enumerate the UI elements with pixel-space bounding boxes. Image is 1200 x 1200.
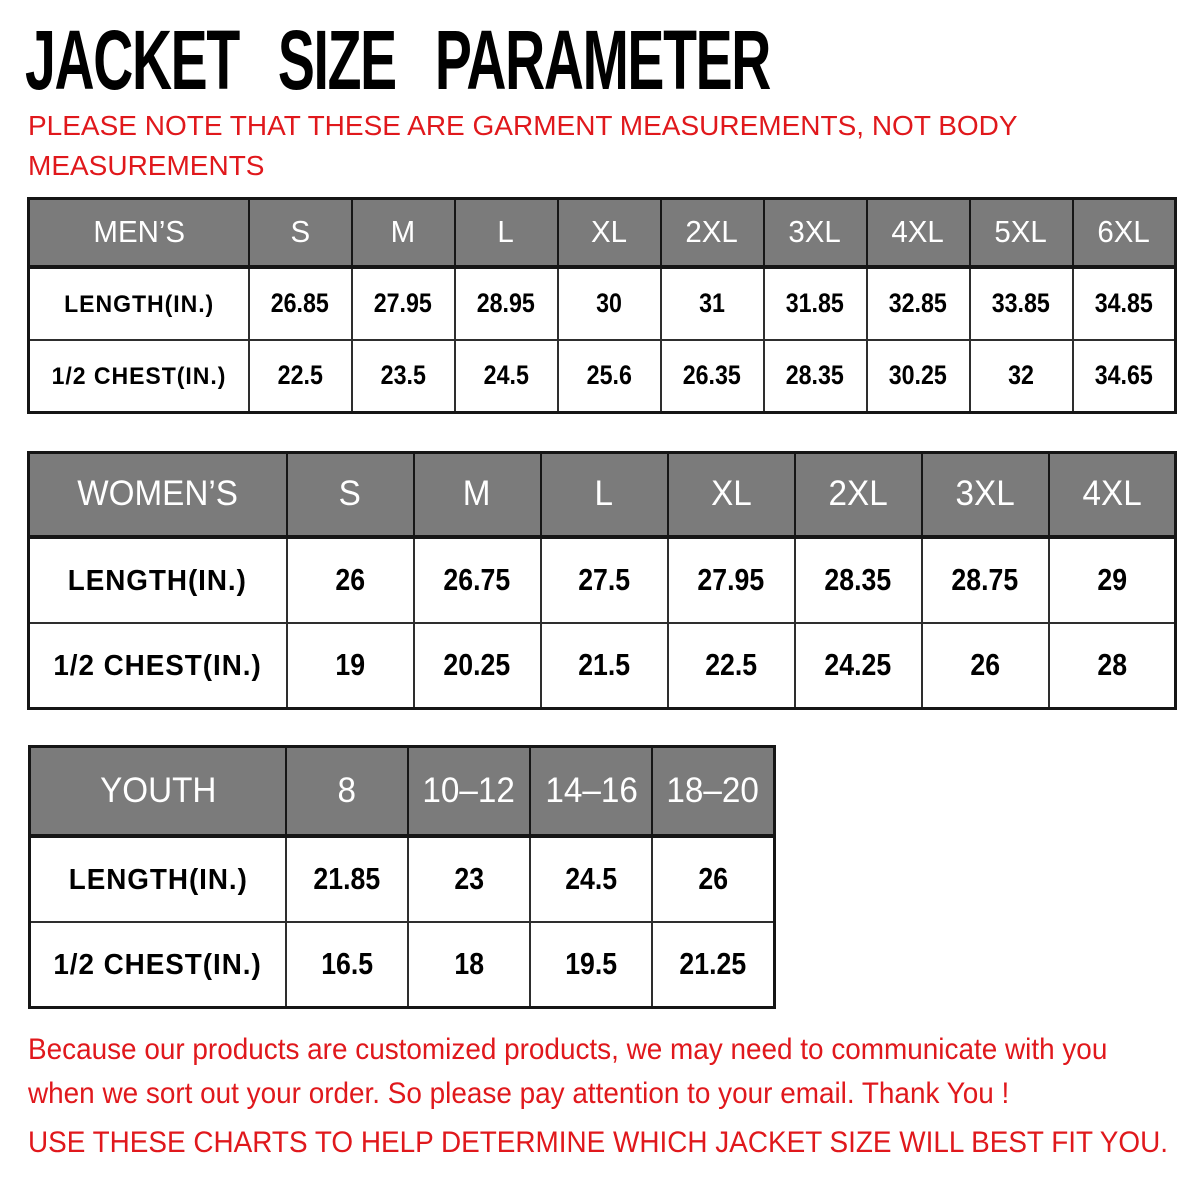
row-label-cell: 1/2 CHEST(IN.) [29, 623, 287, 709]
size-value-cell: 26 [922, 623, 1049, 709]
category-label: MEN’S [92, 214, 185, 250]
size-value-cell: 28 [1049, 623, 1176, 709]
size-value-cell: 32.85 [867, 267, 970, 340]
size-value-cell: 23.5 [352, 340, 455, 413]
size-value-cell: 28.35 [764, 340, 867, 413]
size-value-cell: 33.85 [970, 267, 1073, 340]
row-label-cell: 1/2 CHEST(IN.) [29, 340, 249, 413]
size-value-cell: 26 [652, 836, 774, 922]
customization-notice-line-2: when we sort out your order. So please pay attention to your email. Thank You ! [28, 1077, 1010, 1110]
size-header-cell: 6XL [1073, 199, 1176, 267]
table-header-row [29, 199, 1176, 267]
size-value-cell: 27.95 [668, 537, 795, 623]
size-header-cell: M [414, 453, 541, 537]
size-header-cell: S [287, 453, 414, 537]
size-value-cell: 26.75 [414, 537, 541, 623]
customization-notice [28, 1028, 1189, 1116]
size-value-cell: 30 [558, 267, 661, 340]
row-label-cell: LENGTH(IN.) [29, 537, 287, 623]
chart-usage-note: USE THESE CHARTS TO HELP DETERMINE WHICH JACKET SIZE WILL BEST FIT YOU. [28, 1126, 1169, 1159]
size-value-cell: 28.95 [455, 267, 558, 340]
size-header-cell: 3XL [764, 199, 867, 267]
size-value-cell: 31 [661, 267, 764, 340]
size-value-cell: 24.5 [455, 340, 558, 413]
table-row [30, 836, 775, 922]
size-value-cell: 34.65 [1073, 340, 1176, 413]
table-row [30, 922, 775, 1008]
size-value-cell: 25.6 [558, 340, 661, 413]
table-header-row [29, 453, 1176, 537]
category-header-cell [30, 747, 286, 836]
garment-measurement-note [28, 106, 1018, 186]
table-row [29, 267, 1176, 340]
size-header-cell: M [352, 199, 455, 267]
size-header-cell: 4XL [1049, 453, 1176, 537]
size-value-cell: 31.85 [764, 267, 867, 340]
size-value-cell: 24.25 [795, 623, 922, 709]
table-row [29, 623, 1176, 709]
size-value-cell: 34.85 [1073, 267, 1176, 340]
size-value-cell: 26.85 [249, 267, 352, 340]
row-label-cell: LENGTH(IN.) [30, 836, 286, 922]
size-value-cell: 21.5 [541, 623, 668, 709]
size-value-cell: 26.35 [661, 340, 764, 413]
size-header-cell: L [455, 199, 558, 267]
category-header-cell [29, 199, 249, 267]
size-value-cell: 26 [287, 537, 414, 623]
size-value-cell: 24.5 [530, 836, 652, 922]
row-label-cell: LENGTH(IN.) [29, 267, 249, 340]
row-label-cell: 1/2 CHEST(IN.) [30, 922, 286, 1008]
size-header-cell: 18–20 [652, 747, 774, 836]
size-value-cell: 28.35 [795, 537, 922, 623]
customization-notice-line-1: Because our products are customized products, we may need to communicate with you [28, 1033, 1108, 1066]
size-value-cell: 21.85 [286, 836, 408, 922]
youth-size-table [28, 745, 776, 1009]
size-header-cell: 14–16 [530, 747, 652, 836]
size-header-cell: 10–12 [408, 747, 530, 836]
size-value-cell: 28.75 [922, 537, 1049, 623]
table-row [29, 340, 1176, 413]
size-value-cell: 30.25 [867, 340, 970, 413]
size-value-cell: 32 [970, 340, 1073, 413]
category-label: YOUTH [99, 770, 217, 810]
womens-size-table [27, 451, 1177, 710]
size-header-cell: XL [558, 199, 661, 267]
category-label: WOMEN’S [77, 474, 239, 514]
size-value-cell: 29 [1049, 537, 1176, 623]
size-value-cell: 18 [408, 922, 530, 1008]
size-header-cell: 8 [286, 747, 408, 836]
note-line-1: PLEASE NOTE THAT THESE ARE GARMENT MEASUREMENTS, NOT BODY [28, 110, 1018, 141]
page-title: JACKET SIZE PARAMETER [25, 13, 771, 107]
note-line-2: MEASUREMENTS [28, 150, 265, 181]
size-header-cell: 2XL [661, 199, 764, 267]
table-header-row [30, 747, 775, 836]
size-value-cell: 22.5 [668, 623, 795, 709]
size-value-cell: 27.95 [352, 267, 455, 340]
size-header-cell: L [541, 453, 668, 537]
size-value-cell: 16.5 [286, 922, 408, 1008]
size-header-cell: 4XL [867, 199, 970, 267]
size-header-cell: XL [668, 453, 795, 537]
size-value-cell: 19 [287, 623, 414, 709]
size-value-cell: 20.25 [414, 623, 541, 709]
size-header-cell: S [249, 199, 352, 267]
mens-size-table [27, 197, 1177, 414]
size-value-cell: 23 [408, 836, 530, 922]
size-header-cell: 5XL [970, 199, 1073, 267]
size-value-cell: 21.25 [652, 922, 774, 1008]
category-header-cell [29, 453, 287, 537]
size-header-cell: 3XL [922, 453, 1049, 537]
size-header-cell: 2XL [795, 453, 922, 537]
size-value-cell: 22.5 [249, 340, 352, 413]
size-value-cell: 19.5 [530, 922, 652, 1008]
table-row [29, 537, 1176, 623]
size-value-cell: 27.5 [541, 537, 668, 623]
